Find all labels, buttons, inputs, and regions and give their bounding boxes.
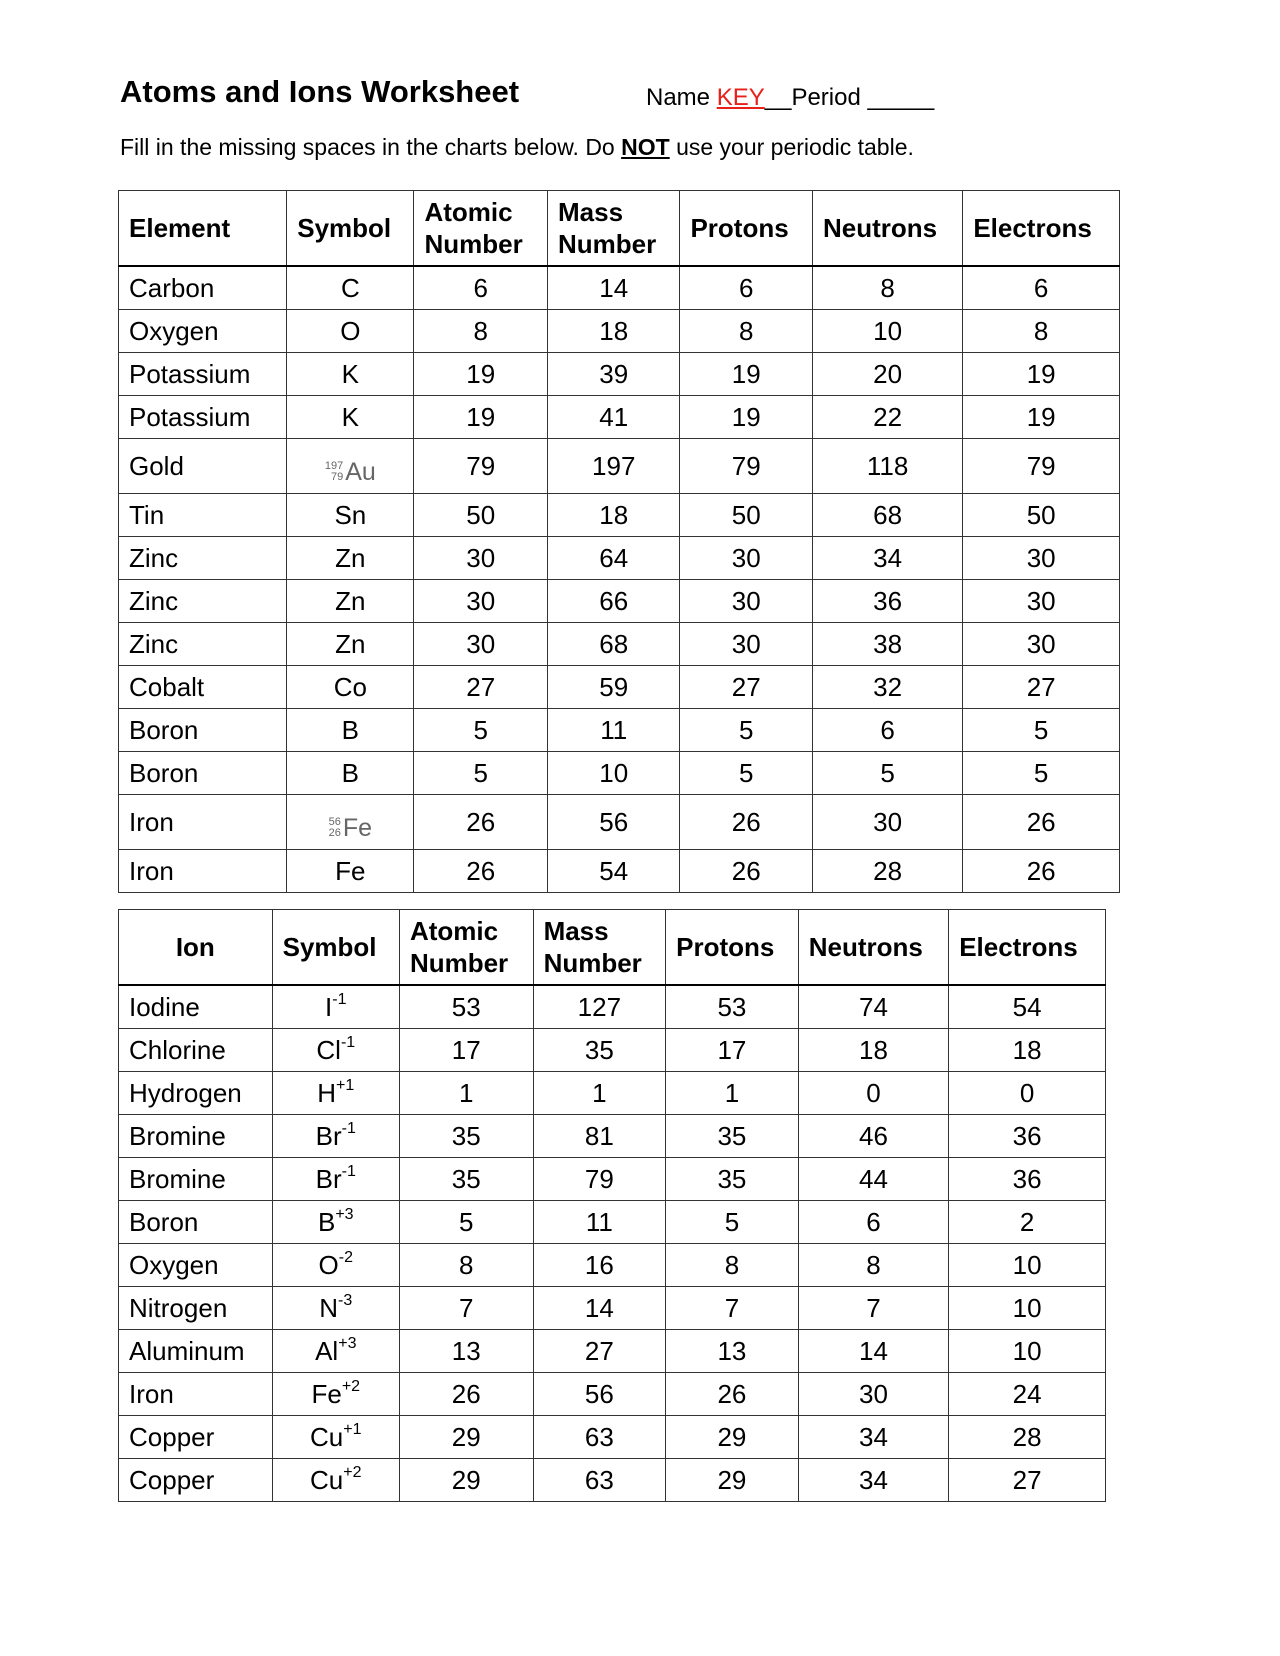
mass-cell: 63 [533, 1416, 666, 1459]
symbol-cell [272, 1158, 399, 1201]
neutrons-cell: 8 [798, 1244, 948, 1287]
symbol-cell [272, 1115, 399, 1158]
neutrons-cell: 8 [812, 266, 962, 310]
table-row [119, 623, 1120, 666]
neutrons-cell: 6 [798, 1201, 948, 1244]
symbol-cell: Zn [287, 580, 414, 623]
nuclide-symbol: Au [345, 458, 376, 486]
ion-name-cell: Chlorine [119, 1029, 273, 1072]
symbol-cell: Sn [287, 494, 414, 537]
ion-charge: +1 [343, 1421, 362, 1439]
ion-name-cell: Iodine [119, 985, 273, 1029]
element-name-cell: Oxygen [119, 310, 287, 353]
neutrons-cell: 10 [812, 310, 962, 353]
symbol-cell [287, 439, 414, 494]
atomic-cell: 79 [414, 439, 548, 494]
table-row [119, 439, 1120, 494]
ion-symbol: Cu [310, 1422, 344, 1452]
ion-name-cell: Hydrogen [119, 1072, 273, 1115]
instructions [120, 134, 914, 161]
neutrons-cell: 36 [812, 580, 962, 623]
protons-cell: 19 [680, 396, 812, 439]
mass-cell: 14 [547, 266, 679, 310]
period-label: Period [791, 84, 861, 111]
ion-charge: -1 [341, 1163, 356, 1181]
mass-cell: 1 [533, 1072, 666, 1115]
table-row [119, 396, 1120, 439]
electrons-cell: 79 [963, 439, 1120, 494]
header-neutrons: Neutrons [798, 910, 948, 986]
atomic-cell: 17 [399, 1029, 533, 1072]
name-period-line [646, 84, 934, 112]
ion-symbol: Cl [316, 1035, 341, 1065]
neutrons-cell: 118 [812, 439, 962, 494]
protons-cell: 35 [666, 1158, 799, 1201]
symbol-cell: K [287, 353, 414, 396]
neutrons-cell: 22 [812, 396, 962, 439]
electrons-cell: 18 [949, 1029, 1106, 1072]
name-label: Name [646, 84, 711, 111]
table-row [119, 580, 1120, 623]
protons-cell: 8 [680, 310, 812, 353]
atomic-cell: 1 [399, 1072, 533, 1115]
table-row [119, 1244, 1106, 1287]
neutrons-cell: 7 [798, 1287, 948, 1330]
table-row [119, 1029, 1106, 1072]
ion-charge: +2 [341, 1378, 361, 1396]
ion-name-cell: Copper [119, 1416, 273, 1459]
table-row [119, 850, 1120, 893]
mass-cell: 81 [533, 1115, 666, 1158]
table-row [119, 1373, 1106, 1416]
ion-symbol: Br [315, 1164, 342, 1194]
atoms-table [118, 190, 1120, 893]
symbol-cell: C [287, 266, 414, 310]
mass-cell: 56 [533, 1373, 666, 1416]
element-name-cell: Cobalt [119, 666, 287, 709]
neutrons-cell: 34 [798, 1459, 948, 1502]
neutrons-cell: 68 [812, 494, 962, 537]
protons-cell: 5 [680, 752, 812, 795]
mass-cell: 54 [547, 850, 679, 893]
electrons-cell: 36 [949, 1115, 1106, 1158]
nuclide-symbol: Fe [342, 814, 373, 842]
symbol-cell [272, 1416, 399, 1459]
ion-name-cell: Bromine [119, 1115, 273, 1158]
mass-cell: 10 [547, 752, 679, 795]
page-title: Atoms and Ions Worksheet [120, 74, 520, 109]
protons-cell: 17 [666, 1029, 799, 1072]
atomic-cell: 13 [399, 1330, 533, 1373]
element-name-cell: Tin [119, 494, 287, 537]
header-atomic-number: Atomic Number [414, 191, 548, 267]
ion-symbol: Al [315, 1336, 339, 1366]
protons-cell: 50 [680, 494, 812, 537]
ion-charge: -2 [338, 1249, 354, 1267]
nuclide-atomic-number: 79 [330, 471, 344, 483]
ions-header-row [119, 910, 1106, 986]
element-name-cell: Carbon [119, 266, 287, 310]
table-row [119, 709, 1120, 752]
electrons-cell: 2 [949, 1201, 1106, 1244]
element-name-cell: Potassium [119, 396, 287, 439]
protons-cell: 79 [680, 439, 812, 494]
ion-charge: -1 [341, 1120, 356, 1138]
table-row [119, 1416, 1106, 1459]
protons-cell: 7 [666, 1287, 799, 1330]
element-name-cell: Boron [119, 752, 287, 795]
mass-cell: 11 [547, 709, 679, 752]
ion-symbol: N [319, 1293, 339, 1323]
mass-cell: 68 [547, 623, 679, 666]
header-mass-number: Mass Number [533, 910, 666, 986]
atomic-cell: 26 [399, 1373, 533, 1416]
table-row [119, 494, 1120, 537]
electrons-cell: 5 [963, 752, 1120, 795]
protons-cell: 26 [680, 850, 812, 893]
table-row [119, 310, 1120, 353]
atomic-cell: 26 [414, 795, 548, 850]
table-row [119, 1158, 1106, 1201]
atomic-cell: 30 [414, 623, 548, 666]
atomic-cell: 6 [414, 266, 548, 310]
table-row [119, 985, 1106, 1029]
header-atomic-number: Atomic Number [399, 910, 533, 986]
table-row [119, 1115, 1106, 1158]
nuclide-notation [325, 451, 376, 493]
ion-charge: +3 [338, 1335, 357, 1353]
atomic-cell: 8 [399, 1244, 533, 1287]
protons-cell: 13 [666, 1330, 799, 1373]
protons-cell: 5 [666, 1201, 799, 1244]
symbol-cell: O [287, 310, 414, 353]
symbol-cell [287, 795, 414, 850]
symbol-cell [272, 1459, 399, 1502]
ion-symbol: B [317, 1207, 336, 1237]
header-electrons: Electrons [963, 191, 1120, 267]
table-row [119, 795, 1120, 850]
nuclide-mass-number: 56 [328, 816, 341, 828]
neutrons-cell: 18 [798, 1029, 948, 1072]
protons-cell: 26 [680, 795, 812, 850]
table-row [119, 752, 1120, 795]
symbol-cell [272, 1201, 399, 1244]
neutrons-cell: 30 [798, 1373, 948, 1416]
neutrons-cell: 20 [812, 353, 962, 396]
ion-name-cell: Nitrogen [119, 1287, 273, 1330]
electrons-cell: 10 [949, 1244, 1106, 1287]
instructions-before: Fill in the missing spaces in the charts below. Do [120, 134, 622, 160]
symbol-cell: Fe [287, 850, 414, 893]
electrons-cell: 8 [963, 310, 1120, 353]
neutrons-cell: 28 [812, 850, 962, 893]
protons-cell: 29 [666, 1416, 799, 1459]
nuclide-numbers [329, 817, 341, 839]
ion-charge: +2 [343, 1464, 362, 1482]
protons-cell: 5 [680, 709, 812, 752]
ions-table [118, 909, 1106, 1502]
table-row [119, 353, 1120, 396]
mass-cell: 59 [547, 666, 679, 709]
nuclide-notation [329, 807, 372, 849]
protons-cell: 53 [666, 985, 799, 1029]
ion-symbol: Fe [311, 1379, 342, 1409]
ion-name-cell: Bromine [119, 1158, 273, 1201]
electrons-cell: 27 [949, 1459, 1106, 1502]
neutrons-cell: 74 [798, 985, 948, 1029]
ion-name-cell: Aluminum [119, 1330, 273, 1373]
neutrons-cell: 34 [798, 1416, 948, 1459]
neutrons-cell: 46 [798, 1115, 948, 1158]
instructions-after: use your periodic table. [669, 134, 914, 160]
mass-cell: 63 [533, 1459, 666, 1502]
header-ion: Ion [119, 910, 273, 986]
neutrons-cell: 14 [798, 1330, 948, 1373]
atomic-cell: 29 [399, 1459, 533, 1502]
header-protons: Protons [666, 910, 799, 986]
electrons-cell: 0 [949, 1072, 1106, 1115]
table-row [119, 266, 1120, 310]
mass-cell: 35 [533, 1029, 666, 1072]
mass-cell: 56 [547, 795, 679, 850]
protons-cell: 1 [666, 1072, 799, 1115]
protons-cell: 8 [666, 1244, 799, 1287]
atomic-cell: 5 [414, 709, 548, 752]
electrons-cell: 50 [963, 494, 1120, 537]
electrons-cell: 36 [949, 1158, 1106, 1201]
protons-cell: 6 [680, 266, 812, 310]
electrons-cell: 27 [963, 666, 1120, 709]
table-row [119, 1330, 1106, 1373]
electrons-cell: 30 [963, 537, 1120, 580]
symbol-cell [272, 985, 399, 1029]
atomic-cell: 50 [414, 494, 548, 537]
mass-cell: 79 [533, 1158, 666, 1201]
protons-cell: 30 [680, 537, 812, 580]
header-protons: Protons [680, 191, 812, 267]
header-symbol: Symbol [272, 910, 399, 986]
protons-cell: 30 [680, 623, 812, 666]
element-name-cell: Boron [119, 709, 287, 752]
electrons-cell: 28 [949, 1416, 1106, 1459]
ion-symbol: O [318, 1250, 339, 1280]
mass-cell: 64 [547, 537, 679, 580]
atomic-cell: 35 [399, 1158, 533, 1201]
protons-cell: 29 [666, 1459, 799, 1502]
electrons-cell: 10 [949, 1330, 1106, 1373]
ion-charge: +1 [336, 1077, 355, 1095]
mass-cell: 127 [533, 985, 666, 1029]
atomic-cell: 35 [399, 1115, 533, 1158]
ion-charge: -1 [340, 1034, 356, 1052]
symbol-cell: B [287, 709, 414, 752]
table-row [119, 1287, 1106, 1330]
table-row [119, 666, 1120, 709]
atomic-cell: 26 [414, 850, 548, 893]
ion-name-cell: Iron [119, 1373, 273, 1416]
ion-symbol: H [317, 1078, 337, 1108]
protons-cell: 30 [680, 580, 812, 623]
mass-cell: 18 [547, 310, 679, 353]
header-symbol: Symbol [287, 191, 414, 267]
atomic-cell: 30 [414, 580, 548, 623]
header-element: Element [119, 191, 287, 267]
atomic-cell: 27 [414, 666, 548, 709]
neutrons-cell: 32 [812, 666, 962, 709]
electrons-cell: 54 [949, 985, 1106, 1029]
electrons-cell: 24 [949, 1373, 1106, 1416]
ion-charge: -1 [332, 991, 347, 1009]
table-row [119, 1201, 1106, 1244]
neutrons-cell: 5 [812, 752, 962, 795]
atomic-cell: 30 [414, 537, 548, 580]
electrons-cell: 26 [963, 850, 1120, 893]
header-electrons: Electrons [949, 910, 1106, 986]
ion-symbol: Cu [310, 1465, 344, 1495]
atoms-header-row [119, 191, 1120, 267]
atomic-cell: 29 [399, 1416, 533, 1459]
ion-name-cell: Oxygen [119, 1244, 273, 1287]
symbol-cell [272, 1287, 399, 1330]
name-value: KEY [716, 84, 765, 111]
electrons-cell: 10 [949, 1287, 1106, 1330]
electrons-cell: 5 [963, 709, 1120, 752]
element-name-cell: Gold [119, 439, 287, 494]
electrons-cell: 26 [963, 795, 1120, 850]
symbol-cell: B [287, 752, 414, 795]
symbol-cell [272, 1330, 399, 1373]
mass-cell: 16 [533, 1244, 666, 1287]
ion-name-cell: Boron [119, 1201, 273, 1244]
element-name-cell: Iron [119, 795, 287, 850]
ion-symbol: Br [315, 1121, 342, 1151]
ion-charge: +3 [335, 1206, 354, 1224]
symbol-cell [272, 1029, 399, 1072]
element-name-cell: Zinc [119, 623, 287, 666]
symbol-cell [272, 1072, 399, 1115]
symbol-cell: K [287, 396, 414, 439]
nuclide-numbers [325, 461, 343, 483]
name-trail: __ [764, 84, 792, 111]
mass-cell: 27 [533, 1330, 666, 1373]
atomic-cell: 19 [414, 353, 548, 396]
atomic-cell: 8 [414, 310, 548, 353]
nuclide-mass-number: 197 [324, 460, 344, 472]
element-name-cell: Iron [119, 850, 287, 893]
neutrons-cell: 30 [812, 795, 962, 850]
nuclide-atomic-number: 26 [328, 827, 341, 839]
electrons-cell: 30 [963, 623, 1120, 666]
neutrons-cell: 44 [798, 1158, 948, 1201]
atomic-cell: 7 [399, 1287, 533, 1330]
ion-symbol: I [325, 992, 333, 1022]
mass-cell: 41 [547, 396, 679, 439]
instructions-emphasis: NOT [621, 134, 670, 160]
atomic-cell: 19 [414, 396, 548, 439]
mass-cell: 39 [547, 353, 679, 396]
header-mass-number: Mass Number [547, 191, 679, 267]
element-name-cell: Potassium [119, 353, 287, 396]
symbol-cell [272, 1244, 399, 1287]
symbol-cell: Zn [287, 623, 414, 666]
neutrons-cell: 0 [798, 1072, 948, 1115]
symbol-cell: Co [287, 666, 414, 709]
electrons-cell: 19 [963, 353, 1120, 396]
neutrons-cell: 34 [812, 537, 962, 580]
period-blank: _____ [867, 84, 935, 111]
electrons-cell: 6 [963, 266, 1120, 310]
mass-cell: 197 [547, 439, 679, 494]
ion-charge: -3 [338, 1292, 353, 1310]
mass-cell: 11 [533, 1201, 666, 1244]
mass-cell: 66 [547, 580, 679, 623]
atomic-cell: 53 [399, 985, 533, 1029]
protons-cell: 19 [680, 353, 812, 396]
table-row [119, 1459, 1106, 1502]
mass-cell: 18 [547, 494, 679, 537]
neutrons-cell: 6 [812, 709, 962, 752]
table-row [119, 537, 1120, 580]
symbol-cell [272, 1373, 399, 1416]
table-row [119, 1072, 1106, 1115]
protons-cell: 35 [666, 1115, 799, 1158]
protons-cell: 26 [666, 1373, 799, 1416]
protons-cell: 27 [680, 666, 812, 709]
electrons-cell: 19 [963, 396, 1120, 439]
mass-cell: 14 [533, 1287, 666, 1330]
atomic-cell: 5 [399, 1201, 533, 1244]
symbol-cell: Zn [287, 537, 414, 580]
neutrons-cell: 38 [812, 623, 962, 666]
element-name-cell: Zinc [119, 580, 287, 623]
element-name-cell: Zinc [119, 537, 287, 580]
atomic-cell: 5 [414, 752, 548, 795]
ion-name-cell: Copper [119, 1459, 273, 1502]
electrons-cell: 30 [963, 580, 1120, 623]
header-neutrons: Neutrons [812, 191, 962, 267]
